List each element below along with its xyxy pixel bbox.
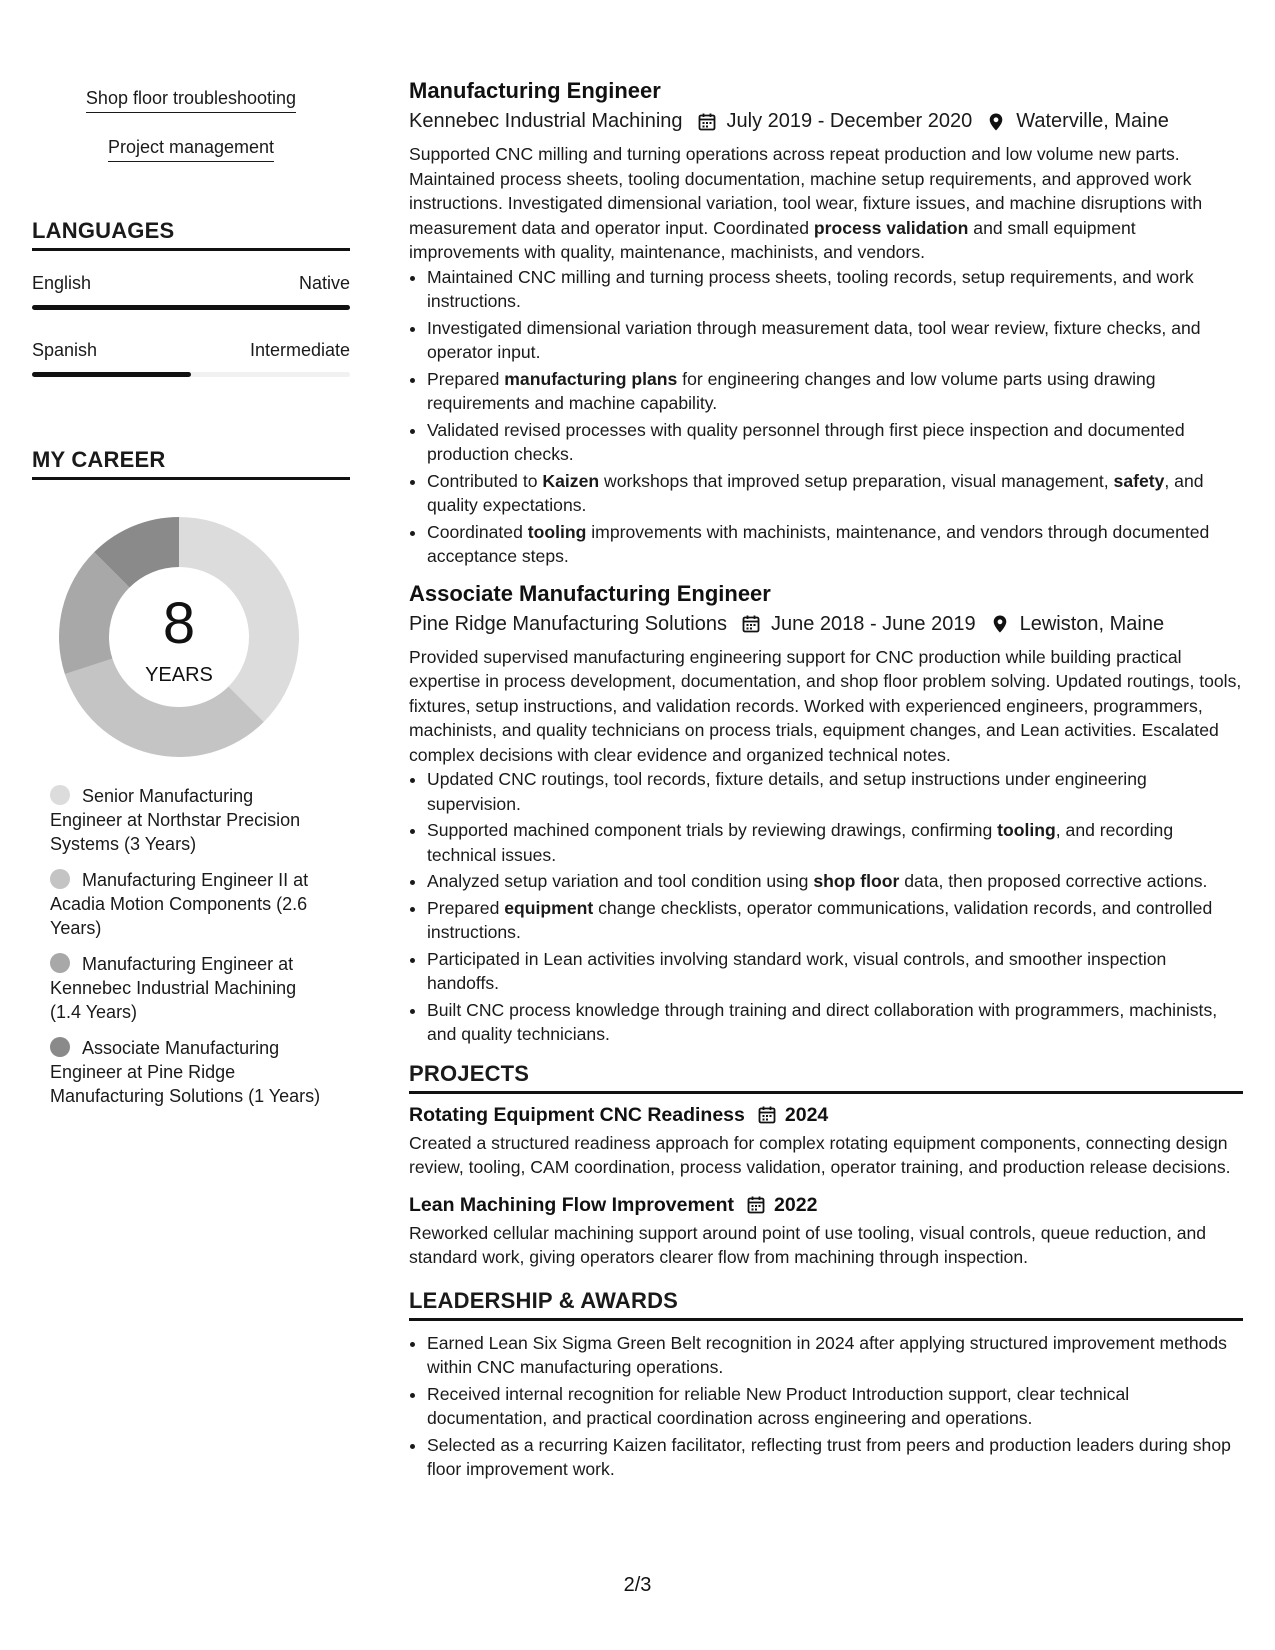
bold-keyword: manufacturing plans [504, 368, 678, 389]
bullet-item [427, 896, 1243, 945]
bullet-item [427, 869, 1243, 894]
bullet-item [427, 947, 1243, 996]
text-run: for engineering changes and low volume parts using drawing requirements and machine capability. [427, 368, 1156, 413]
text-run: Participated in Lean activities involving standard work, visual controls, and smoother inspection handoffs. [427, 948, 1167, 993]
sidebar [32, 80, 350, 1120]
legend-label: Senior Manufacturing Engineer at Northstar Precision Systems (3 Years) [50, 786, 301, 854]
text-run: Built CNC process knowledge through training and direct collaboration with programmers, machinists, and quality technicians. [427, 999, 1218, 1044]
skill-tag: Project management [108, 137, 274, 162]
location-pin-icon [986, 112, 1006, 132]
job-title: Associate Manufacturing Engineer [409, 580, 771, 606]
bold-keyword: shop floor [813, 871, 900, 891]
language-bar [32, 305, 350, 310]
legend-item [50, 784, 330, 856]
legend-item [50, 1036, 330, 1108]
job-bullets [409, 265, 1243, 569]
career-donut-chart [56, 514, 302, 760]
language-bar-fill [32, 372, 191, 377]
main-content [409, 78, 1243, 1484]
text-run: Prepared [427, 897, 505, 918]
text-run: Analyzed setup variation and tool condition using [427, 871, 814, 891]
language-level: Native [298, 273, 350, 293]
project-entry [409, 1194, 1243, 1270]
legend-swatch [50, 785, 70, 805]
job-dates: July 2019 - December 2020 [726, 110, 973, 132]
awards-section [409, 1288, 1243, 1482]
text-run: Updated CNC routings, tool records, fixture details, and setup instructions under engineering supervision. [427, 769, 1147, 814]
experience-list [409, 78, 1243, 1047]
bullet-item [427, 418, 1243, 467]
text-run: , and quality expectations. [427, 470, 1204, 515]
job-meta [409, 110, 1243, 133]
projects-heading: PROJECTS [409, 1061, 1243, 1094]
legend-item [50, 868, 330, 940]
language-level: Intermediate [249, 340, 350, 360]
calendar-icon [697, 112, 717, 132]
career-total-years: 8 [162, 591, 196, 656]
projects-section [409, 1061, 1243, 1270]
career-unit: YEARS [145, 664, 213, 686]
text-run: Supported machined component trials by reviewing drawings, confirming [427, 820, 998, 840]
job-entry [409, 78, 1243, 569]
text-run: Coordinated [427, 521, 528, 542]
text-run: , and recording technical issues. [427, 820, 1174, 865]
calendar-icon [746, 1195, 766, 1215]
language-item [32, 273, 350, 310]
bullet-item [427, 520, 1243, 569]
award-item: • Selected as a recurring Kaizen facilitator, reflecting trust from peers and production leaders during shop floor improvement work. [427, 1433, 1243, 1482]
project-description: Reworked cellular machining support around point of use tooling, visual controls, queue reduction, and standard work, giving operators clearer flow from machining through inspection. [409, 1222, 1207, 1267]
project-title: Rotating Equipment CNC Readiness [409, 1103, 745, 1126]
job-location: Waterville, Maine [1016, 110, 1169, 132]
job-location: Lewiston, Maine [1019, 612, 1165, 635]
text-run: and small equipment improvements with quality, maintenance, machinists, and vendors. [409, 217, 1136, 262]
text-run: Provided supervised manufacturing engineering support for CNC production while building practical expertise in process development, documentation, and shop floor problem solving. Updated routings, tools, fixtures, setup instructions, and validation records. Worked with experienced engineers, programmers, machinists, and quality technicians on process trials, equipment changes, and Lean activities. Escalated complex decisions with clear evidence and organized technical notes. [409, 646, 1242, 765]
career-section [32, 447, 350, 1108]
text-run: improvements with machinists, maintenance, and vendors through documented acceptance steps. [427, 521, 1210, 566]
calendar-icon [757, 1105, 777, 1125]
awards-heading: LEADERSHIP & AWARDS [409, 1288, 1243, 1321]
languages-heading: LANGUAGES [32, 218, 350, 251]
bold-keyword: tooling [997, 820, 1056, 840]
text-run: change checklists, operator communications, validation records, and controlled instructions. [427, 897, 1213, 942]
bold-keyword: process validation [813, 217, 969, 238]
project-entry [409, 1104, 1243, 1180]
career-heading: MY CAREER [32, 447, 350, 480]
legend-label: Associate Manufacturing Engineer at Pine Ridge Manufacturing Solutions (1 Years) [50, 1038, 321, 1106]
job-description [409, 645, 1243, 768]
project-description: Created a structured readiness approach for complex rotating equipment components, connecting design review, tooling, CAM coordination, process validation, operator training, and production release decisions. [409, 1132, 1231, 1177]
bullet-item [427, 818, 1243, 867]
job-title: Manufacturing Engineer [409, 78, 661, 103]
bullet-item [427, 316, 1243, 365]
text-run: Validated revised processes with quality personnel through first piece inspection and documented production checks. [427, 419, 1185, 464]
legend-swatch [50, 953, 70, 973]
text-run: Investigated dimensional variation through measurement data, tool wear review, fixture checks, and operator input. [427, 317, 1201, 362]
language-bar [32, 372, 350, 377]
job-description [409, 142, 1243, 265]
language-item [32, 340, 350, 377]
job-entry [409, 581, 1243, 1047]
skill-tag: Shop floor troubleshooting [86, 88, 296, 113]
language-name: English [32, 273, 92, 293]
language-name: Spanish [32, 340, 98, 360]
languages-section [32, 218, 350, 377]
text-run: Supported CNC milling and turning operations across repeat production and low volume new parts. Maintained process sheets, tooling documentation, machine setup requirements, and approved work instructions. Investigated dimensional variation, tool wear, fixture issues, and machine disruptions with measurement data and operator input. Coordinated [409, 144, 1203, 238]
project-year: 2024 [784, 1103, 829, 1126]
job-dates: June 2018 - June 2019 [770, 612, 976, 635]
legend-swatch [50, 1037, 70, 1057]
bullet-item [427, 998, 1243, 1047]
text-run: data, then proposed corrective actions. [899, 871, 1208, 891]
language-bar-fill [32, 305, 350, 310]
award-item: • Earned Lean Six Sigma Green Belt recognition in 2024 after applying structured improvement methods within CNC manufacturing operations. [427, 1331, 1243, 1380]
bold-keyword: Kaizen [542, 470, 600, 491]
calendar-icon [741, 614, 761, 634]
project-title: Lean Machining Flow Improvement [409, 1193, 735, 1216]
bullet-item [427, 367, 1243, 416]
location-pin-icon [990, 614, 1010, 634]
bold-keyword: equipment [504, 897, 594, 918]
text-run: Maintained CNC milling and turning process sheets, tooling records, setup requirements, and work instructions. [427, 266, 1194, 311]
page-number: 2/3 [623, 1574, 652, 1596]
legend-label: Manufacturing Engineer at Kennebec Industrial Machining (1.4 Years) [50, 954, 297, 1022]
bold-keyword: tooling [527, 521, 587, 542]
skills-list [32, 80, 350, 178]
job-meta [409, 613, 1243, 636]
career-legend [50, 784, 330, 1108]
legend-label: Manufacturing Engineer II at Acadia Motion Components (2.6 Years) [50, 870, 309, 938]
bullet-item [427, 469, 1243, 518]
award-item: • Received internal recognition for reliable New Product Introduction support, clear technical documentation, and practical coordination across engineering and operations. [427, 1382, 1243, 1431]
job-bullets [409, 767, 1243, 1047]
legend-item [50, 952, 330, 1024]
text-run: Prepared [427, 368, 505, 389]
job-company: Kennebec Industrial Machining [409, 110, 683, 132]
bold-keyword: safety [1113, 470, 1165, 491]
project-year: 2022 [774, 1193, 818, 1216]
legend-swatch [50, 869, 70, 889]
awards-list [409, 1331, 1243, 1482]
bullet-item [427, 265, 1243, 314]
bullet-item [427, 767, 1243, 816]
job-company: Pine Ridge Manufacturing Solutions [409, 612, 727, 635]
text-run: workshops that improved setup preparation, visual management, [599, 470, 1114, 491]
text-run: Contributed to [427, 470, 543, 491]
